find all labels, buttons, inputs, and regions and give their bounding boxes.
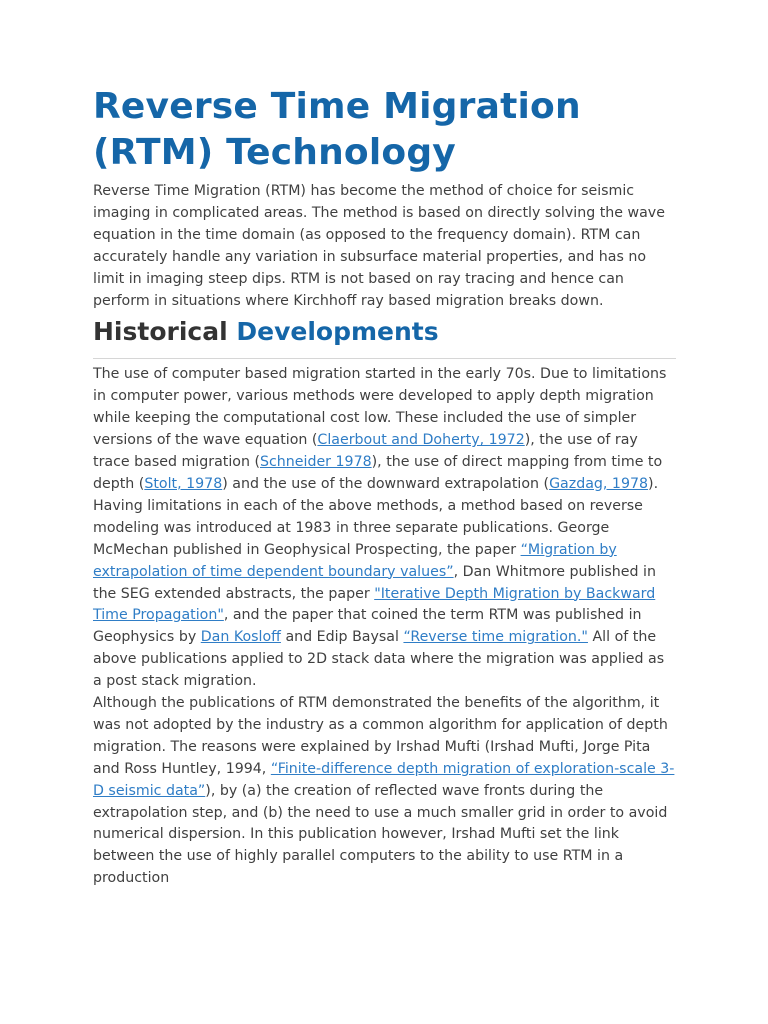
link-schneider[interactable]: Schneider 1978 <box>259 454 372 471</box>
link-finite-difference-paper[interactable]: “Finite-difference depth migration of exploration-scale 3-D seismic data” <box>93 760 675 799</box>
link-whitmore-paper[interactable]: "Iterative Depth Migration by Backward Time Propagation" <box>93 585 656 624</box>
text-run: and Edip Baysal <box>280 629 404 646</box>
text-run: , Dan Whitmore published in the SEG extended abstracts, the paper <box>93 563 656 602</box>
text-run: ), the use of direct mapping from time to depth ( <box>93 454 663 492</box>
page-title: Reverse Time Migration (RTM) Technology <box>93 86 581 173</box>
link-claerbout-doherty[interactable]: Claerbout and Doherty, 1972 <box>317 432 525 449</box>
text-run: The use of computer based migration started in the early 70s. Due to limitations in computer power, various methods were developed to apply depth migration while keeping the computational cost low. These included the use of simpler versions of the wave equation ( <box>93 366 667 449</box>
text-run: ) and the use of the downward extrapolation ( <box>222 475 550 492</box>
section-heading <box>93 315 676 359</box>
history-paragraph <box>93 364 676 693</box>
intro-paragraph: Reverse Time Migration (RTM) has become the method of choice for seismic imaging in complicated areas. The method is based on directly solving the wave equation in the time domain (as opposed to the frequency domain). RTM can accurately handle any variation in subsurface material properties, and has no limit in imaging steep dips. RTM is not based on ray tracing and hence can perform in situations where Kirchhoff ray based migration breaks down. <box>93 183 665 309</box>
text-run: ). Having limitations in each of the above methods, a method based on reverse modeling was introduced at 1983 in three separate publications. George McMechan published in Geophysical Prospecting, the paper <box>93 475 659 558</box>
adoption-paragraph <box>93 693 676 890</box>
text-run: Although the publications of RTM demonstrated the benefits of the algorithm, it was not adopted by the industry as a common algorithm for application of depth migration. The reasons were explained by Irshad Mufti (Irshad Mufti, Jorge Pita and Ross Huntley, 1994, <box>93 695 668 777</box>
text-run: ), by (a) the creation of reflected wave fronts during the extrapolation step, and (b) the need to use a much smaller grid in order to avoid numerical dispersion. In this publication however, Irshad Mufti set the link between the use of highly parallel computers to the ability to use RTM in a production <box>93 782 668 887</box>
link-mcmechan-paper[interactable]: “Migration by extrapolation of time dependent boundary values” <box>93 541 617 580</box>
text-run: All of the above publications applied to 2D stack data where the migration was applied as a post stack migration. <box>93 629 665 690</box>
link-reverse-time-migration[interactable]: “Reverse time migration." <box>403 629 588 646</box>
link-stolt[interactable]: Stolt, 1978 <box>144 475 223 492</box>
link-gazdag[interactable]: Gazdag, 1978 <box>549 475 649 492</box>
link-dan-kosloff[interactable]: Dan Kosloff <box>200 629 281 646</box>
text-run: ), the use of ray trace based migration ( <box>93 432 638 471</box>
section-heading-part2: Developments <box>236 317 439 347</box>
text-run: , and the paper that coined the term RTM was published in Geophysics by <box>93 607 642 646</box>
section-heading-part1: Historical <box>93 317 228 347</box>
